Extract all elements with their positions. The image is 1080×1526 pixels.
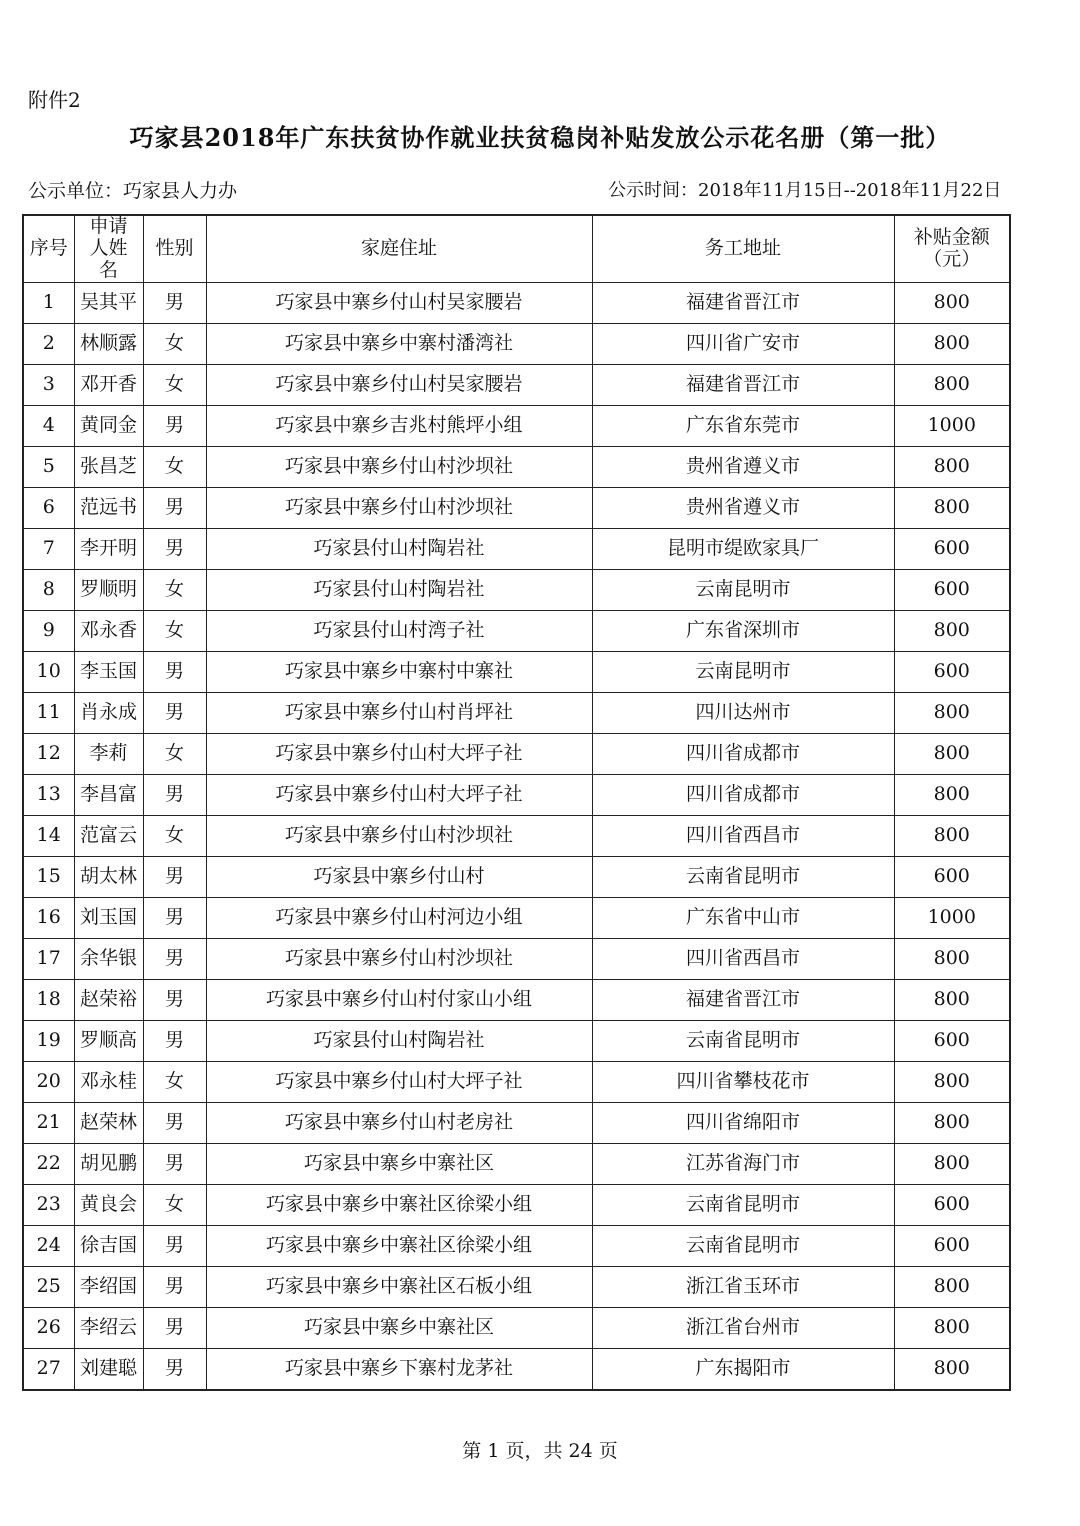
cell-name: 刘玉国 (74, 897, 143, 938)
cell-no: 18 (23, 979, 74, 1020)
cell-no: 27 (23, 1348, 74, 1390)
cell-name: 罗顺明 (74, 569, 143, 610)
cell-amount: 600 (894, 1020, 1010, 1061)
cell-name: 胡太林 (74, 856, 143, 897)
cell-home-address: 巧家县中寨乡中寨村潘湾社 (206, 323, 592, 364)
cell-amount: 800 (894, 815, 1010, 856)
cell-gender: 男 (143, 282, 206, 323)
cell-work-address: 贵州省遵义市 (592, 487, 894, 528)
table-row (23, 323, 1010, 364)
cell-gender: 女 (143, 569, 206, 610)
cell-home-address: 巧家县中寨乡付山村沙坝社 (206, 446, 592, 487)
header-gender: 性别 (143, 215, 206, 282)
table-row (23, 1348, 1010, 1390)
cell-no: 15 (23, 856, 74, 897)
cell-home-address: 巧家县中寨乡付山村 (206, 856, 592, 897)
cell-gender: 男 (143, 897, 206, 938)
table-body (23, 282, 1010, 1390)
cell-no: 10 (23, 651, 74, 692)
cell-work-address: 四川达州市 (592, 692, 894, 733)
cell-name: 李绍国 (74, 1266, 143, 1307)
cell-gender: 女 (143, 446, 206, 487)
cell-work-address: 云南省昆明市 (592, 856, 894, 897)
cell-home-address: 巧家县中寨乡中寨社区徐梁小组 (206, 1225, 592, 1266)
cell-work-address: 昆明市缇欧家具厂 (592, 528, 894, 569)
cell-amount: 800 (894, 282, 1010, 323)
table-row (23, 569, 1010, 610)
table-row (23, 1020, 1010, 1061)
cell-name: 徐吉国 (74, 1225, 143, 1266)
cell-gender: 女 (143, 1061, 206, 1102)
cell-home-address: 巧家县中寨乡付山村大坪子社 (206, 733, 592, 774)
cell-gender: 女 (143, 364, 206, 405)
cell-no: 23 (23, 1184, 74, 1225)
cell-no: 1 (23, 282, 74, 323)
cell-no: 22 (23, 1143, 74, 1184)
cell-home-address: 巧家县中寨乡付山村河边小组 (206, 897, 592, 938)
cell-no: 14 (23, 815, 74, 856)
cell-no: 11 (23, 692, 74, 733)
cell-home-address: 巧家县中寨乡中寨社区 (206, 1143, 592, 1184)
table-row (23, 979, 1010, 1020)
cell-name: 范富云 (74, 815, 143, 856)
cell-amount: 800 (894, 1061, 1010, 1102)
cell-home-address: 巧家县中寨乡付山村肖坪社 (206, 692, 592, 733)
cell-name: 李绍云 (74, 1307, 143, 1348)
table-row (23, 1266, 1010, 1307)
cell-home-address: 巧家县中寨乡中寨村中寨社 (206, 651, 592, 692)
cell-name: 赵荣林 (74, 1102, 143, 1143)
table-row (23, 1225, 1010, 1266)
page-footer: 第 1 页，共 24 页 (462, 1440, 618, 1462)
cell-no: 12 (23, 733, 74, 774)
table-row (23, 938, 1010, 979)
cell-gender: 男 (143, 528, 206, 569)
cell-amount: 800 (894, 1307, 1010, 1348)
header-name: 申请人姓名 (74, 215, 143, 282)
cell-no: 2 (23, 323, 74, 364)
cell-gender: 男 (143, 938, 206, 979)
cell-amount: 800 (894, 938, 1010, 979)
cell-gender: 女 (143, 733, 206, 774)
cell-amount: 800 (894, 1348, 1010, 1390)
cell-gender: 男 (143, 1266, 206, 1307)
table-row (23, 487, 1010, 528)
cell-amount: 800 (894, 1143, 1010, 1184)
cell-work-address: 浙江省玉环市 (592, 1266, 894, 1307)
cell-amount: 800 (894, 446, 1010, 487)
cell-gender: 女 (143, 323, 206, 364)
cell-gender: 男 (143, 651, 206, 692)
cell-gender: 女 (143, 815, 206, 856)
table-row (23, 733, 1010, 774)
cell-amount: 600 (894, 1184, 1010, 1225)
table-row (23, 1143, 1010, 1184)
attachment-label: 附件2 (28, 88, 81, 112)
cell-work-address: 广东省东莞市 (592, 405, 894, 446)
cell-name: 刘建聪 (74, 1348, 143, 1390)
cell-amount: 800 (894, 1102, 1010, 1143)
cell-amount: 600 (894, 528, 1010, 569)
cell-amount: 800 (894, 733, 1010, 774)
header-home-address: 家庭住址 (206, 215, 592, 282)
cell-home-address: 巧家县中寨乡付山村付家山小组 (206, 979, 592, 1020)
cell-amount: 800 (894, 487, 1010, 528)
table-row (23, 1184, 1010, 1225)
cell-work-address: 广东揭阳市 (592, 1348, 894, 1390)
cell-name: 邓永桂 (74, 1061, 143, 1102)
cell-gender: 男 (143, 856, 206, 897)
cell-home-address: 巧家县中寨乡中寨社区徐梁小组 (206, 1184, 592, 1225)
table-row (23, 528, 1010, 569)
cell-gender: 男 (143, 1307, 206, 1348)
cell-home-address: 巧家县中寨乡付山村沙坝社 (206, 487, 592, 528)
cell-name: 黄良会 (74, 1184, 143, 1225)
cell-amount: 800 (894, 774, 1010, 815)
cell-name: 余华银 (74, 938, 143, 979)
cell-work-address: 云南省昆明市 (592, 1225, 894, 1266)
cell-gender: 男 (143, 487, 206, 528)
cell-amount: 600 (894, 569, 1010, 610)
table-row (23, 364, 1010, 405)
cell-home-address: 巧家县中寨乡付山村吴家腰岩 (206, 364, 592, 405)
cell-no: 25 (23, 1266, 74, 1307)
cell-work-address: 四川省西昌市 (592, 815, 894, 856)
cell-gender: 男 (143, 1102, 206, 1143)
publishing-unit: 公示单位：巧家县人力办 (28, 180, 238, 202)
cell-amount: 1000 (894, 897, 1010, 938)
cell-name: 胡见鹏 (74, 1143, 143, 1184)
cell-gender: 男 (143, 692, 206, 733)
cell-no: 7 (23, 528, 74, 569)
cell-no: 20 (23, 1061, 74, 1102)
cell-gender: 女 (143, 610, 206, 651)
cell-work-address: 云南省昆明市 (592, 1184, 894, 1225)
table-row (23, 1307, 1010, 1348)
table-row (23, 897, 1010, 938)
cell-name: 李开明 (74, 528, 143, 569)
cell-name: 吴其平 (74, 282, 143, 323)
cell-name: 邓永香 (74, 610, 143, 651)
cell-no: 16 (23, 897, 74, 938)
cell-work-address: 四川省西昌市 (592, 938, 894, 979)
cell-amount: 1000 (894, 405, 1010, 446)
table-header-row (23, 215, 1010, 282)
table-row (23, 610, 1010, 651)
cell-home-address: 巧家县中寨乡吉兆村熊坪小组 (206, 405, 592, 446)
table-row (23, 692, 1010, 733)
cell-gender: 男 (143, 1143, 206, 1184)
cell-home-address: 巧家县中寨乡下寨村龙茅社 (206, 1348, 592, 1390)
cell-no: 17 (23, 938, 74, 979)
cell-amount: 800 (894, 323, 1010, 364)
cell-amount: 800 (894, 979, 1010, 1020)
table-row (23, 446, 1010, 487)
cell-no: 13 (23, 774, 74, 815)
cell-gender: 男 (143, 1225, 206, 1266)
publication-period: 公示时间：2018年11月15日--2018年11月22日 (608, 180, 1002, 201)
cell-amount: 600 (894, 856, 1010, 897)
cell-home-address: 巧家县中寨乡中寨社区石板小组 (206, 1266, 592, 1307)
cell-work-address: 云南省昆明市 (592, 1020, 894, 1061)
cell-gender: 男 (143, 979, 206, 1020)
cell-no: 8 (23, 569, 74, 610)
cell-home-address: 巧家县中寨乡付山村老房社 (206, 1102, 592, 1143)
cell-name: 赵荣裕 (74, 979, 143, 1020)
cell-gender: 男 (143, 1348, 206, 1390)
cell-name: 李昌富 (74, 774, 143, 815)
cell-no: 21 (23, 1102, 74, 1143)
cell-name: 罗顺高 (74, 1020, 143, 1061)
cell-gender: 男 (143, 1020, 206, 1061)
cell-home-address: 巧家县中寨乡中寨社区 (206, 1307, 592, 1348)
cell-work-address: 云南昆明市 (592, 569, 894, 610)
cell-amount: 800 (894, 364, 1010, 405)
cell-home-address: 巧家县中寨乡付山村沙坝社 (206, 815, 592, 856)
cell-amount: 600 (894, 651, 1010, 692)
cell-name: 林顺露 (74, 323, 143, 364)
header-amount: 补贴金额（元） (894, 215, 1010, 282)
cell-amount: 800 (894, 610, 1010, 651)
cell-no: 6 (23, 487, 74, 528)
cell-gender: 男 (143, 774, 206, 815)
cell-home-address: 巧家县中寨乡付山村沙坝社 (206, 938, 592, 979)
cell-name: 李玉国 (74, 651, 143, 692)
cell-no: 24 (23, 1225, 74, 1266)
cell-home-address: 巧家县付山村陶岩社 (206, 528, 592, 569)
cell-home-address: 巧家县付山村陶岩社 (206, 569, 592, 610)
cell-amount: 600 (894, 1225, 1010, 1266)
cell-no: 4 (23, 405, 74, 446)
table-row (23, 815, 1010, 856)
table-row (23, 1061, 1010, 1102)
cell-amount: 800 (894, 1266, 1010, 1307)
cell-work-address: 广东省深圳市 (592, 610, 894, 651)
cell-home-address: 巧家县中寨乡付山村大坪子社 (206, 774, 592, 815)
cell-no: 26 (23, 1307, 74, 1348)
document-title: 巧家县2018年广东扶贫协作就业扶贫稳岗补贴发放公示花名册（第一批） (129, 123, 951, 152)
cell-work-address: 四川省成都市 (592, 733, 894, 774)
table-row (23, 774, 1010, 815)
header-work-address: 务工地址 (592, 215, 894, 282)
table-row (23, 651, 1010, 692)
cell-work-address: 四川省广安市 (592, 323, 894, 364)
cell-work-address: 四川省成都市 (592, 774, 894, 815)
cell-amount: 800 (894, 692, 1010, 733)
cell-name: 肖永成 (74, 692, 143, 733)
cell-name: 李莉 (74, 733, 143, 774)
cell-no: 19 (23, 1020, 74, 1061)
header-no: 序号 (23, 215, 74, 282)
cell-work-address: 广东省中山市 (592, 897, 894, 938)
cell-work-address: 浙江省台州市 (592, 1307, 894, 1348)
cell-no: 9 (23, 610, 74, 651)
cell-gender: 女 (143, 1184, 206, 1225)
cell-work-address: 福建省晋江市 (592, 979, 894, 1020)
cell-no: 3 (23, 364, 74, 405)
cell-home-address: 巧家县付山村陶岩社 (206, 1020, 592, 1061)
cell-no: 5 (23, 446, 74, 487)
cell-home-address: 巧家县中寨乡付山村吴家腰岩 (206, 282, 592, 323)
cell-name: 张昌芝 (74, 446, 143, 487)
table-row (23, 405, 1010, 446)
cell-work-address: 贵州省遵义市 (592, 446, 894, 487)
cell-work-address: 四川省绵阳市 (592, 1102, 894, 1143)
cell-work-address: 福建省晋江市 (592, 364, 894, 405)
cell-work-address: 江苏省海门市 (592, 1143, 894, 1184)
cell-work-address: 云南昆明市 (592, 651, 894, 692)
cell-home-address: 巧家县付山村湾子社 (206, 610, 592, 651)
cell-name: 范远书 (74, 487, 143, 528)
cell-name: 邓开香 (74, 364, 143, 405)
cell-work-address: 四川省攀枝花市 (592, 1061, 894, 1102)
cell-home-address: 巧家县中寨乡付山村大坪子社 (206, 1061, 592, 1102)
table-row (23, 282, 1010, 323)
table-row (23, 856, 1010, 897)
table-row (23, 1102, 1010, 1143)
subsidy-roster-table (22, 214, 1011, 1391)
cell-work-address: 福建省晋江市 (592, 282, 894, 323)
cell-gender: 男 (143, 405, 206, 446)
cell-name: 黄同金 (74, 405, 143, 446)
